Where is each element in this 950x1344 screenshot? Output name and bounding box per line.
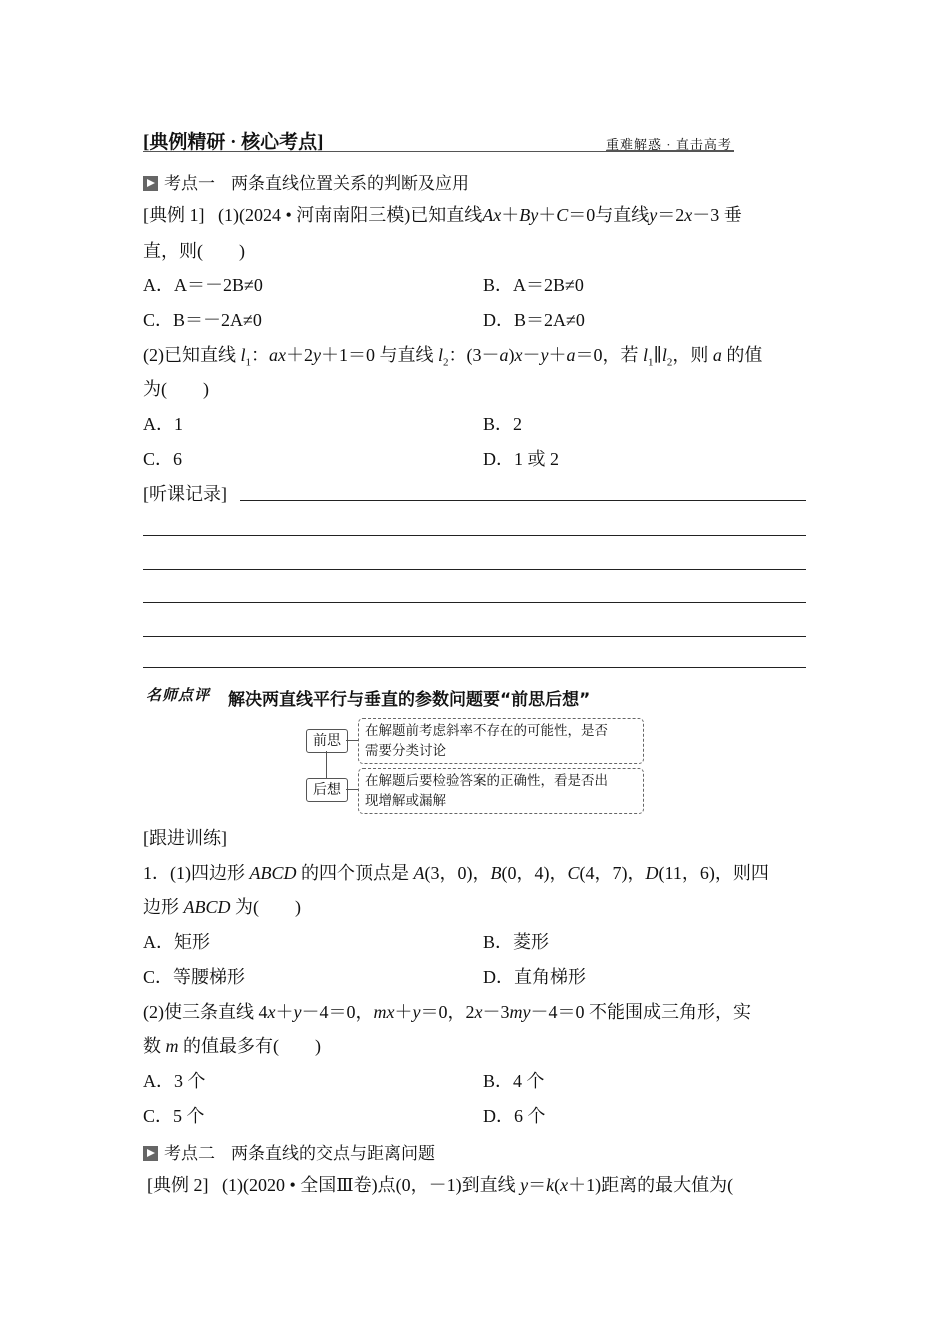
practice-q2: (2)使三条直线 4x＋y－4＝0，mx＋y＝0，2x－3my－4＝0 不能围成三角形，实 [143, 1002, 751, 1022]
option-d: D．6 个 [483, 1106, 546, 1126]
example-1-stem: [典例 1] (1)(2024 • 河南南阳三模)已知直线Ax＋By＋C＝0与直线y＝2x－3 垂 [143, 205, 742, 225]
mingshi-title: 解决两直线平行与垂直的参数问题要“前思后想” [228, 690, 591, 710]
example-1-part-2: (2)已知直线 $l_1$：ax＋2y＋1＝0 与直线 $l_2$：(3－a)x－y＋a＝0，若 $l_1\parallel l_2$，则 a 的值 [143, 345, 763, 369]
houxiang-box: 后想 [306, 778, 348, 802]
notes-blank-line [143, 535, 806, 536]
option-b: B．2 [483, 414, 523, 434]
option-a: A．A＝－2B≠0 [143, 275, 263, 295]
option-c: C．6 [143, 449, 183, 469]
practice-label: [跟进训练] [143, 828, 227, 848]
qiansi-note: 在解题前考虑斜率不存在的可能性，是否 需要分类讨论 [358, 718, 644, 764]
notes-blank-line [143, 602, 806, 603]
option-b: B．菱形 [483, 932, 550, 952]
option-c: C．等腰梯形 [143, 967, 246, 987]
notes-blank-line [143, 667, 806, 668]
kaodian-1-heading: 考点一 两条直线位置关系的判断及应用 [143, 169, 469, 194]
option-d: D．直角梯形 [483, 967, 586, 987]
option-a: A．1 [143, 414, 183, 434]
example-2-stem: [典例 2] (1)(2020 • 全国Ⅲ卷)点(0，－1)到直线 y＝k(x＋1)距离的最大值为( [147, 1175, 734, 1195]
option-c: C．5 个 [143, 1106, 205, 1126]
option-a: A．3 个 [143, 1071, 206, 1091]
play-triangle-icon [143, 176, 158, 191]
practice-q1: 1．(1)四边形 ABCD 的四个顶点是 A(3，0)，B(0，4)，C(4，7)，D(11，6)，则四 [143, 863, 769, 883]
notes-blank-line [240, 500, 806, 501]
option-b: B．4 个 [483, 1071, 545, 1091]
section-subheader: 重难解惑 · 直击高考 [606, 137, 732, 152]
example-1-part-2-cont: 为( ) [143, 379, 209, 399]
option-c: C．B＝－2A≠0 [143, 310, 262, 330]
option-b: B．A＝2B≠0 [483, 275, 584, 295]
practice-q1-cont: 边形 ABCD 为( ) [143, 897, 301, 917]
header-rule-accent [606, 150, 734, 152]
connector [326, 751, 327, 778]
option-a: A．矩形 [143, 932, 210, 952]
option-d: D．1 或 2 [483, 449, 559, 469]
qiansi-box: 前思 [306, 729, 348, 753]
option-d: D．B＝2A≠0 [483, 310, 585, 330]
mingshi-tag: 名师点评 [146, 686, 211, 704]
notes-blank-line [143, 636, 806, 637]
example-1-stem-cont: 直，则( ) [143, 241, 245, 261]
practice-q2-cont: 数 m 的值最多有( ) [143, 1036, 321, 1056]
notes-label: [听课记录] [143, 484, 227, 504]
kaodian-2-heading: 考点二 两条直线的交点与距离问题 [143, 1139, 435, 1164]
section-header: [典例精研 · 核心考点] [143, 132, 324, 153]
play-triangle-icon [143, 1146, 158, 1161]
notes-blank-line [143, 569, 806, 570]
houxiang-note: 在解题后要检验答案的正确性，看是否出 现增解或漏解 [358, 768, 644, 814]
